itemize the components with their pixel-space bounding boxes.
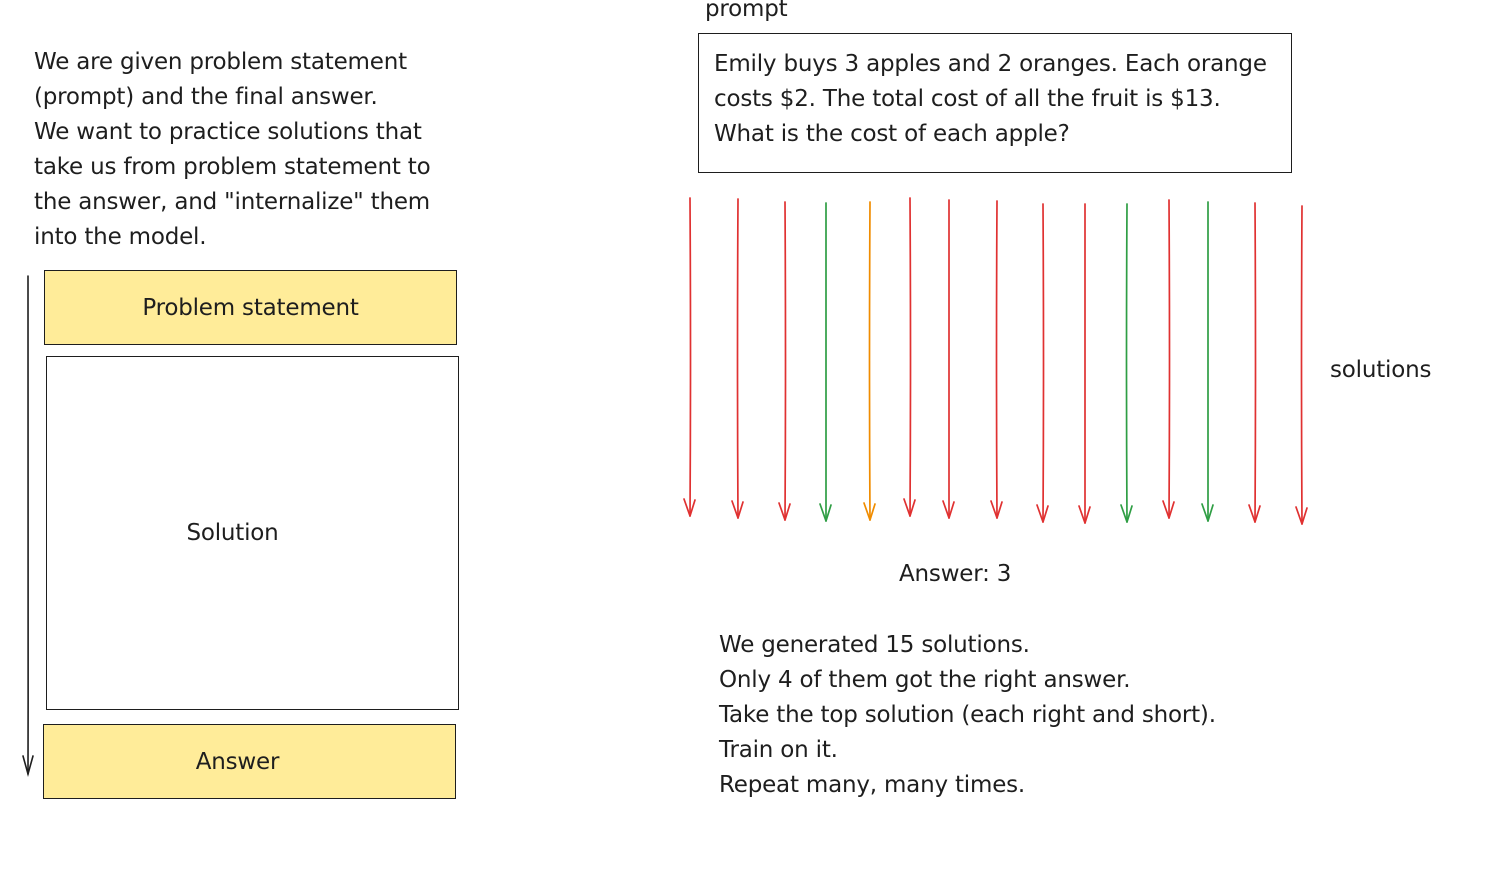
summary-line: Take the top solution (each right and short). bbox=[719, 702, 1216, 728]
prompt-line: costs $2. The total cost of all the fruit is $13. bbox=[714, 86, 1221, 112]
summary-line: Train on it. bbox=[719, 737, 838, 763]
summary-text bbox=[719, 628, 1216, 803]
solution-arrow-11-green bbox=[1121, 204, 1132, 522]
summary-line: Repeat many, many times. bbox=[719, 772, 1026, 798]
solution-arrow-12-red bbox=[1163, 200, 1174, 518]
intro-line: We are given problem statement bbox=[34, 49, 407, 75]
intro-line: (prompt) and the final answer. bbox=[34, 84, 378, 110]
solutions-label: solutions bbox=[1330, 357, 1432, 383]
solution-arrow-2-red bbox=[732, 199, 743, 518]
prompt-line: Emily buys 3 apples and 2 oranges. Each orange bbox=[714, 51, 1267, 77]
problem-statement-label: Problem statement bbox=[142, 294, 359, 321]
solution-label: Solution bbox=[186, 520, 279, 546]
solution-arrow-9-red bbox=[1037, 204, 1048, 522]
solution-arrow-7-red bbox=[943, 200, 954, 518]
summary-line: Only 4 of them got the right answer. bbox=[719, 667, 1131, 693]
solution-arrow-6-red bbox=[904, 198, 915, 516]
answer-value: Answer: 3 bbox=[899, 561, 1012, 587]
solution-arrow-3-red bbox=[779, 202, 790, 520]
solution-arrow-15-red bbox=[1296, 206, 1307, 524]
solution-arrow-4-green bbox=[820, 203, 831, 521]
intro-line: the answer, and "internalize" them bbox=[34, 189, 431, 215]
intro-line: We want to practice solutions that bbox=[34, 119, 422, 145]
intro-line: into the model. bbox=[34, 224, 207, 250]
solution-arrow-13-green bbox=[1202, 202, 1213, 521]
summary-line: We generated 15 solutions. bbox=[719, 632, 1030, 658]
solution-arrow-8-red bbox=[991, 201, 1002, 518]
intro-line: take us from problem statement to bbox=[34, 154, 431, 180]
answer-label: Answer bbox=[195, 748, 280, 775]
solution-arrow-1-red bbox=[684, 198, 695, 516]
prompt-label: prompt bbox=[705, 0, 788, 22]
prompt-line: What is the cost of each apple? bbox=[714, 121, 1070, 147]
solution-arrow-10-red bbox=[1079, 204, 1090, 523]
solution-arrow-14-red bbox=[1249, 203, 1260, 522]
solution-arrow-5-orange bbox=[864, 202, 875, 520]
